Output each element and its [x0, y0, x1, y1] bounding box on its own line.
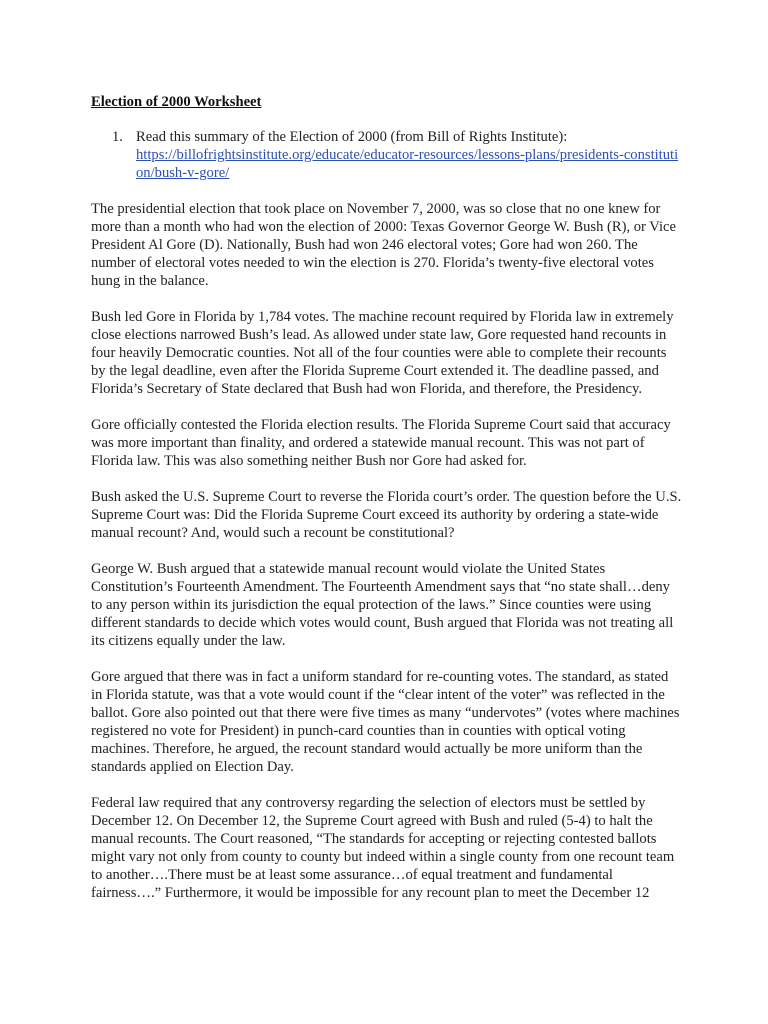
paragraph-supreme-court-question: Bush asked the U.S. Supreme Court to reverse the Florida court’s order. The question before the U.S. Supreme Court was: Did the Florida Supreme Court exceed its authority by ordering a state-wide manual recount? And, would such a recount be constitutional? [91, 489, 682, 541]
paragraph-gore-argument: Gore argued that there was in fact a uniform standard for re-counting votes. The standard, as stated in Florida statute, was that a vote would count if the “clear intent of the voter” was reflected in the ballot. Gore also pointed out that there were five times as many “undervotes” (votes where machines registered no vote for President) in punch-card counties than in counties with optical voting machines. Therefore, he argued, the recount standard would actually be more uniform than the standards applied on Election Day. [91, 669, 680, 775]
list-number: 1. [112, 129, 123, 145]
paragraph-bush-argument: George W. Bush argued that a statewide manual recount would violate the United States Constitution’s Fourteenth Amendment. The Fourteenth Amendment says that “no state shall…deny to any person within its jurisdiction the equal protection of the laws.” Since counties were using different standards to decide which votes would count, Bush argued that Florida was not treating all its citizens equally under the law. [91, 561, 674, 649]
paragraph-election-overview: The presidential election that took place on November 7, 2000, was so close that no one knew for more than a month who had won the election of 2000: Texas Governor George W. Bush (R), or Vice President Al Gore (D). Nationally, Bush had won 246 electoral votes; Gore had won 260. The number of electoral votes needed to win the election is 270. Florida’s twenty-five electoral votes hung in the balance. [91, 201, 676, 289]
list-item-text: Read this summary of the Election of 2000 (from Bill of Rights Institute): [136, 129, 568, 145]
worksheet-title: Election of 2000 Worksheet [91, 94, 262, 110]
bill-of-rights-link[interactable]: https://billofrightsinstitute.org/educate/educator-resources/lessons-plans/presidents-constitution/bush-v-gore/ [136, 147, 679, 181]
paragraph-court-ruling: Federal law required that any controversy regarding the selection of electors must be settled by December 12. On December 12, the Supreme Court agreed with Bush and ruled (5-4) to halt the manual recounts. The Court reasoned, “The standards for accepting or rejecting contested ballots might vary not only from county to county but indeed within a single county from one recount team to another….There must be at least some assurance…of equal treatment and fundamental fairness….” Furthermore, it would be impossible for any recount plan to meet the December 12 [91, 795, 675, 901]
summary-body [91, 200, 683, 920]
paragraph-gore-contest: Gore officially contested the Florida election results. The Florida Supreme Court said that accuracy was more important than finality, and ordered a statewide manual recount. This was not part of Florida law. This was also something neither Bush nor Gore had asked for. [91, 417, 671, 469]
list-item-text-block [136, 128, 682, 182]
list-item-1 [112, 128, 682, 182]
paragraph-florida-recount: Bush led Gore in Florida by 1,784 votes. The machine recount required by Florida law in extremely close elections narrowed Bush’s lead. As allowed under state law, Gore requested hand recounts in four heavily Democratic counties. Not all of the four counties were able to complete their recounts by the legal deadline, even after the Florida Supreme Court extended it. The deadline passed, and Florida’s Secretary of State declared that Bush had won Florida, and therefore, the Presidency. [91, 309, 674, 397]
